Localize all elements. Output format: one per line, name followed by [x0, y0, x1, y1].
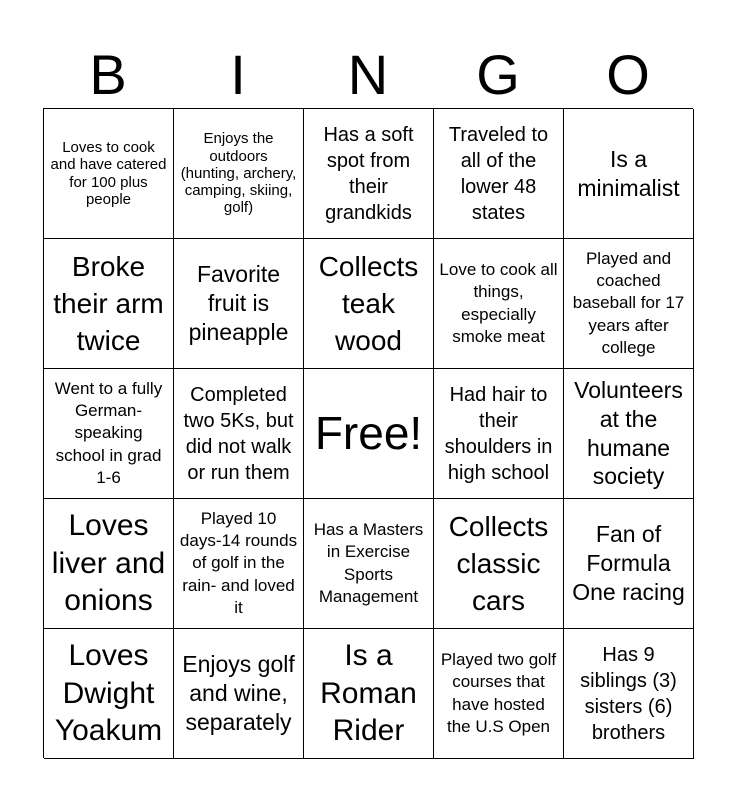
- cell-text: Is a minimalist: [577, 145, 680, 201]
- bingo-cell[interactable]: [564, 369, 694, 499]
- free-space-text: Free!: [314, 407, 423, 460]
- cell-text: Has 9 siblings (3) sisters (6) brothers: [580, 643, 677, 744]
- cell-text: Enjoys the outdoors (hunting, archery, camping, skiing, golf): [180, 130, 297, 217]
- header-letter-i: I: [230, 43, 246, 106]
- bingo-cell[interactable]: [434, 239, 564, 369]
- cell-text: Has a soft spot from their grandkids: [323, 123, 414, 224]
- bingo-cell[interactable]: [304, 629, 434, 759]
- bingo-cell[interactable]: [434, 499, 564, 629]
- cell-text: Enjoys golf and wine, separately: [182, 651, 295, 735]
- cell-text: Loves to cook and have catered for 100 plus people: [50, 139, 167, 208]
- cell-text: Loves liver and onions: [51, 509, 166, 618]
- bingo-cell[interactable]: [564, 629, 694, 759]
- bingo-cell[interactable]: [44, 629, 174, 759]
- bingo-cell[interactable]: [434, 629, 564, 759]
- cell-text: Collects classic cars: [448, 510, 549, 617]
- bingo-cell[interactable]: [434, 109, 564, 239]
- bingo-cell[interactable]: [304, 499, 434, 629]
- bingo-card: [43, 108, 693, 758]
- bingo-cell[interactable]: [564, 109, 694, 239]
- header-letter-o: O: [606, 43, 650, 106]
- cell-text: Volunteers at the humane society: [574, 377, 683, 490]
- header-letter-n: N: [347, 43, 389, 106]
- bingo-cell[interactable]: [174, 369, 304, 499]
- bingo-cell[interactable]: [564, 239, 694, 369]
- cell-text: Traveled to all of the lower 48 states: [448, 123, 549, 224]
- cell-text: Played two golf courses that have hosted the U.S Open: [440, 650, 557, 736]
- cell-text: Collects teak wood: [318, 250, 419, 357]
- bingo-header: [43, 40, 693, 110]
- bingo-cell[interactable]: [434, 369, 564, 499]
- bingo-cell[interactable]: [174, 109, 304, 239]
- bingo-cell[interactable]: [174, 499, 304, 629]
- cell-text: Completed two 5Ks, but did not walk or run them: [183, 383, 294, 484]
- bingo-cell[interactable]: [44, 369, 174, 499]
- cell-text: Has a Masters in Exercise Sports Management: [313, 520, 424, 606]
- bingo-cell[interactable]: [44, 239, 174, 369]
- cell-text: Fan of Formula One racing: [572, 521, 685, 605]
- cell-text: Went to a fully German-speaking school in grad 1-6: [54, 379, 163, 487]
- bingo-cell[interactable]: [564, 499, 694, 629]
- cell-text: Is a Roman Rider: [320, 639, 417, 748]
- bingo-cell[interactable]: [174, 239, 304, 369]
- bingo-cell[interactable]: [174, 629, 304, 759]
- cell-text: Played and coached baseball for 17 years after college: [572, 249, 685, 357]
- cell-text: Broke their arm twice: [53, 250, 164, 357]
- bingo-cell[interactable]: [304, 239, 434, 369]
- cell-text: Loves Dwight Yoakum: [54, 639, 163, 748]
- header-letter-g: G: [476, 43, 520, 106]
- cell-text: Love to cook all things, especially smoke meat: [439, 260, 558, 346]
- bingo-cell[interactable]: [44, 109, 174, 239]
- cell-text: Played 10 days-14 rounds of golf in the rain- and loved it: [179, 509, 298, 617]
- free-space-cell[interactable]: [304, 369, 434, 499]
- bingo-cell[interactable]: [304, 109, 434, 239]
- bingo-cell[interactable]: [44, 499, 174, 629]
- header-letter-b: B: [89, 43, 127, 106]
- cell-text: Had hair to their shoulders in high school: [444, 383, 553, 484]
- cell-text: Favorite fruit is pineapple: [188, 261, 289, 345]
